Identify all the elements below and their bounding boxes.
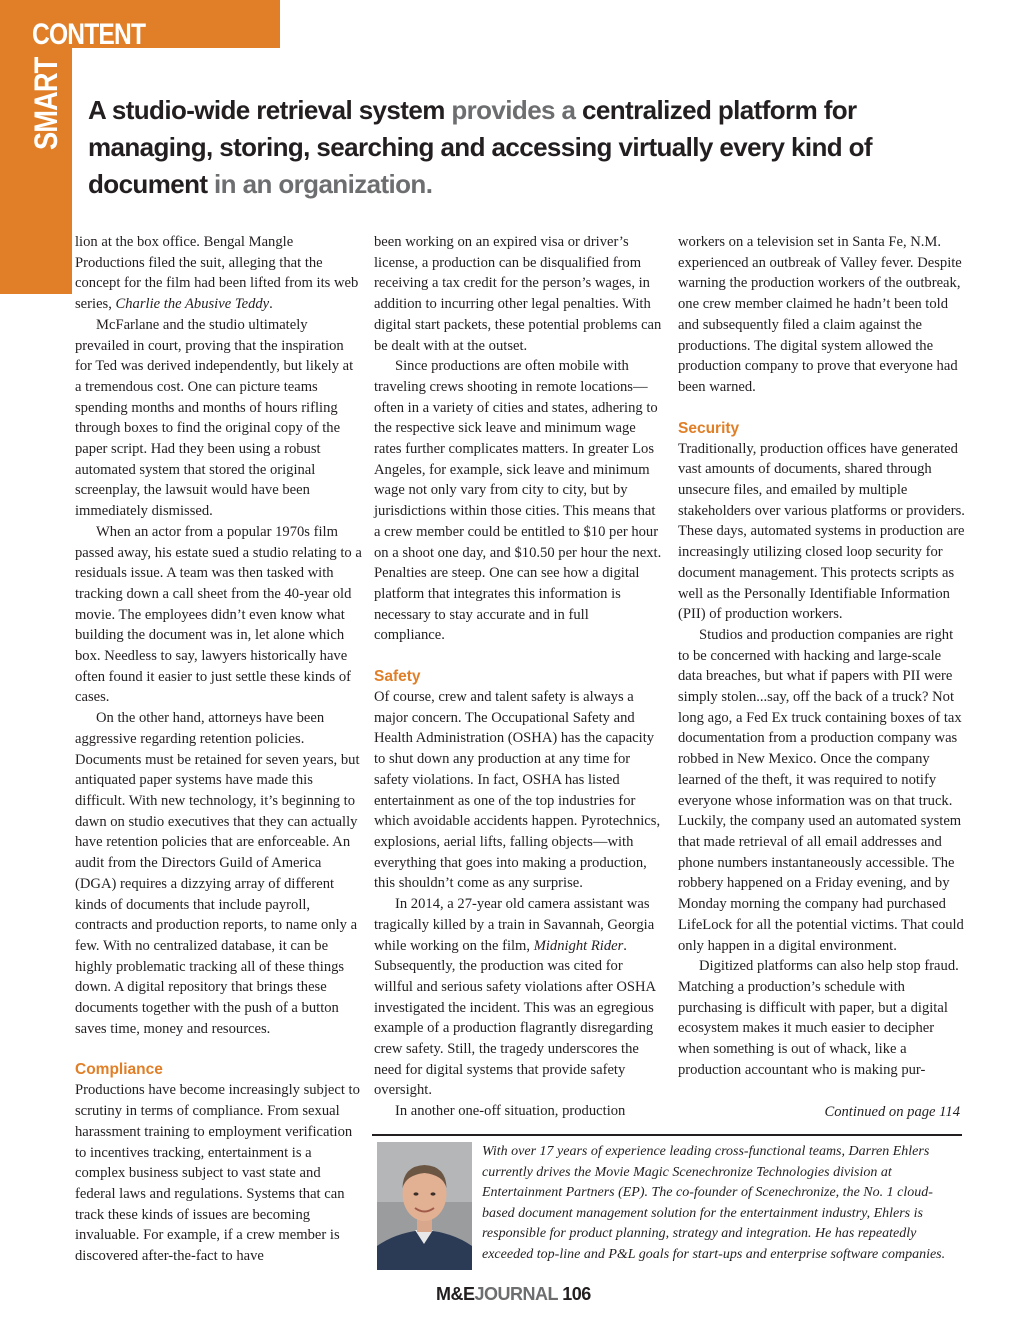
page-footer <box>436 1284 591 1305</box>
paragraph: On the other hand, attorneys have been aggressive regarding retention policies. Documents must be retained for seven years, but antiquated paper systems have made this difficult. With new technology, it’s beginning to dawn on studio executives that they can actually have retention policies that are enforceable. An audit from the Directors Guild of America (DGA) requires a dizzying array of different kinds of documents that include payroll, contracts and production reports, to name only a few. With no centralized database, it can be highly problematic tracking all of these things down. A digital repository that brings these documents together with the push of a button saves time, money and resources. <box>75 710 360 1037</box>
paragraph: Productions have become increasingly subject to scrutiny in terms of compliance. From sexual harassment training to employment verification to incentives tracking, entertainment is a complex business subject to vast state and federal laws and regulations. Systems that can track these kinds of issues are becoming invaluable. For example, if a crew member is discovered after-the-fact to have <box>75 1082 360 1265</box>
paragraph: Traditionally, production offices have generated vast amounts of documents, shared through unsecure files, and emailed by multiple stakeholders over various platforms or providers. These days, automated systems in production are increasingly utilizing closed loop security for document management. This protects scripts as well as the Personally Identifiable Information (PII) of production workers. <box>678 440 965 623</box>
journal-logo <box>436 1284 558 1304</box>
section-heading-safety: Safety <box>374 668 421 686</box>
logo-part: M&E <box>436 1284 475 1304</box>
text: . <box>269 296 273 313</box>
headline-part-3: centralized platform for managing, storing, searching and accessing virtually every kind of document <box>88 95 872 199</box>
bio-divider <box>372 1134 962 1136</box>
paragraph: McFarlane and the studio ultimately prevailed in court, proving that the inspiration for Ted was derived independently, but likely at a tremendous cost. One can picture teams spending months and months of hours rifling through boxes to find the original copy of the paper script. Had they been using a robust automated system that stored the original screenplay, the lawsuit would have been immediately dismissed. <box>75 316 354 520</box>
column-2 <box>374 232 662 1122</box>
paragraph <box>374 894 662 1101</box>
series-title: Charlie the Abusive Teddy <box>115 296 270 313</box>
headline <box>88 92 958 203</box>
paragraph: Digitized platforms can also help stop fraud. Matching a production’s schedule with purchasing is difficult with paper, but a digital ecosystem makes it much easier to decipher when something is out of whack, like a production accountant who is making pur- <box>678 958 959 1078</box>
headline-part-4: in an organization. <box>207 169 433 199</box>
text: lion at the box office. Bengal Mangle Productions filed the suit, alleging that the concept for the film had been lifted from its web series, <box>75 234 359 313</box>
headline-part-2: provides a <box>451 95 576 125</box>
paragraph: been working on an expired visa or driver’s license, a production can be disqualified from receiving a tax credit for the person’s wages, in addition to incurring other legal penalties. With digital start packets, these potential problems can be dealt with at the outset. <box>374 234 662 354</box>
logo-part: JOURNAL <box>474 1284 558 1304</box>
author-photo <box>377 1142 472 1270</box>
section-heading-compliance: Compliance <box>75 1061 163 1079</box>
paragraph: When an actor from a popular 1970s film passed away, his estate sued a studio relating to a residuals issue. A team was then tasked with tracking down a call sheet from the 40-year old movie. The employees didn’t even know what building the document was in, let alone which box. Needless to say, lawyers historically have often found it easier to just settle these kinds of cases. <box>75 523 362 706</box>
text: In 2014, a 27-year old camera assistant was tragically killed by a train in Savannah, Georgia while working on the film, <box>374 896 655 954</box>
headline-part-1: A studio-wide retrieval system <box>88 95 452 125</box>
paragraph <box>75 232 363 315</box>
paragraph: Of course, crew and talent safety is always a major concern. The Occupational Safety and Health Administration (OSHA) has the capacity to shut down any production at any time for safety violations. In fact, OSHA has listed entertainment as one of the top industries for which avoidable accidents happen. Pyrotechnics, explosions, aerial lifts, falling objects—with everything that goes into making a production, this shouldn’t come as any surprise. <box>374 689 661 892</box>
paragraph: Since productions are often mobile with traveling crews shooting in remote locations—often in a variety of cities and states, adhering to the respective sick leave and minimum wage rates further complicates matters. In greater Los Angeles, for example, sick leave and minimum wage not only vary from city to city, but by jurisdictions within those cities. This means that a crew member could be entitled to $10 per hour on a shoot one day, and $10.50 per hour the next. Penalties are steep. One can see how a digital platform that integrates this information is necessary to stay accurate and in full compliance. <box>374 358 662 644</box>
continued-note: Continued on page 114 <box>824 1104 960 1120</box>
paragraph: workers on a television set in Santa Fe, N.M. experienced an outbreak of Valley fever. Despite warning the production workers of the outbreak, one crew member claimed he hadn’t been told and subsequently filed a claim against the productions. The digital system allowed the production company to prove that everyone had been warned. <box>678 234 962 395</box>
text: . Subsequently, the production was cited for willful and serious safety violations after OSHA investigated the incident. This was an egregious example of a production flagrantly disregarding crew safety. Still, the tragedy underscores the need for digital systems that provide safety oversight. <box>374 937 656 1099</box>
paragraph: Studios and production companies are right to be concerned with hacking and large-scale data breaches, but what if papers with PII were simply stolen...say, off the back of a truck? Not long ago, a Fed Ex truck containing boxes of tax documentation from a production company was robbed in New Mexico. Once the company learned of the theft, it was required to notify everyone whose information was on that truck. Luckily, the company used an automated system that made retrieval of all email addresses and phone numbers instantaneously accessible. The robbery happened on a Friday evening, and by Monday morning the company had purchased LifeLock for all the potential victims. That could only happen in a digital environment. <box>678 626 964 954</box>
page-number: 106 <box>562 1284 591 1304</box>
section-heading-security: Security <box>678 419 740 437</box>
portrait-icon <box>377 1142 472 1270</box>
column-3 <box>678 232 966 1080</box>
column-1 <box>75 232 363 1267</box>
paragraph: In another one-off situation, production <box>395 1103 626 1120</box>
author-bio: With over 17 years of experience leading cross-functional teams, Darren Ehlers currently drives the Movie Magic Scenechronize Technologies division at Entertainment Partners (EP). The co-founder of Scenechronize, the No. 1 cloud-based document management solution for the entertainment industry, Ehlers is responsible for product planning, strategy and integration. He has repeatedly exceeded top-line and P&L goals for start-ups and enterprise software companies. <box>482 1144 946 1262</box>
kicker-content: CONTENT <box>32 18 146 51</box>
film-title: Midnight Rider <box>533 937 624 954</box>
kicker-smart: SMART <box>28 57 64 150</box>
